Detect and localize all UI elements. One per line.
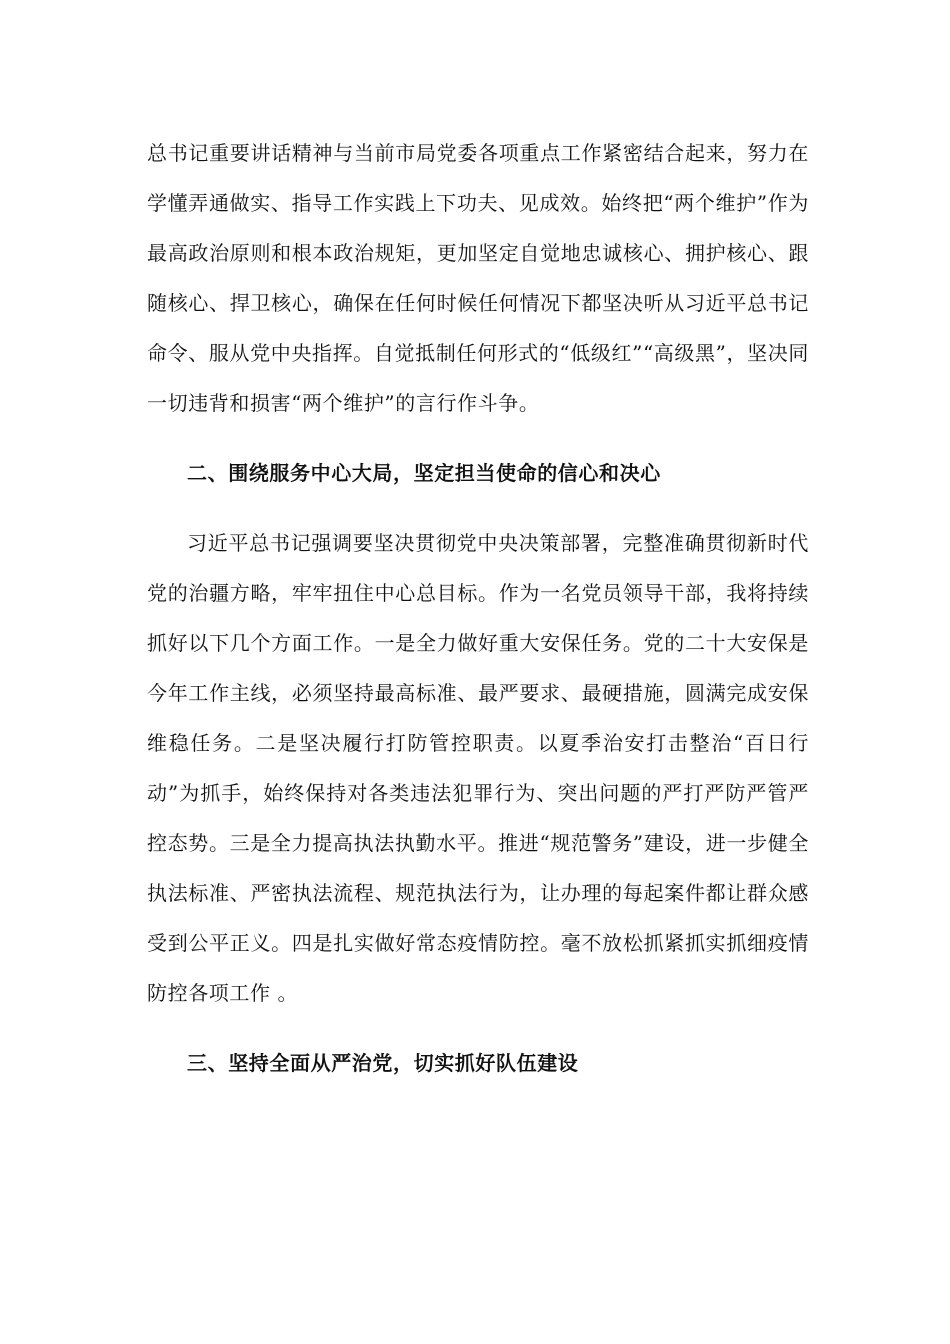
body-paragraph-2: 习近平总书记强调要坚决贯彻党中央决策部署，完整准确贯彻新时代党的治疆方略，牢牢扭住中心总目标。作为一名党员领导干部，我将持续抓好以下几个方面工作。一是全力做好重大安保任务。党的二十大安保是今年工作主线，必须坚持最高标准、最严要求、最硬措施，圆满完成安保维稳任务。二是坚决履行打防管控职责。以夏季治安打击整治“百日行动”为抓手，始终保持对各类违法犯罪行为、突出问题的严打严防严管严控态势。三是全力提高执法执勤水平。推进“规范警务”建设，进一步健全执法标准、严密执法流程、规范执法行为，让办理的每起案件都让群众感受到公平正义。四是扎实做好常态疫情防控。毫不放松抓紧抓实抓细疫情防控各项工作 。 bbox=[147, 531, 809, 1005]
section-heading-2: 二、围绕服务中心大局，坚定担当使命的信心和决心 bbox=[187, 461, 661, 485]
document-page bbox=[147, 128, 809, 1088]
section-heading-3: 三、坚持全面从严治党，切实抓好队伍建设 bbox=[187, 1051, 579, 1075]
body-paragraph-1: 总书记重要讲话精神与当前市局党委各项重点工作紧密结合起来，努力在学懂弄通做实、指导工作实践上下功夫、见成效。始终把“两个维护”作为最高政治原则和根本政治规矩，更加坚定自觉地忠诚核心、拥护核心、跟随核心、捍卫核心，确保在任何时候任何情况下都坚决听从习近平总书记命令、服从党中央指挥。自觉抵制任何形式的“低级红”“高级黑”，坚决同一切违背和损害“两个维护”的言行作斗争。 bbox=[147, 141, 809, 415]
